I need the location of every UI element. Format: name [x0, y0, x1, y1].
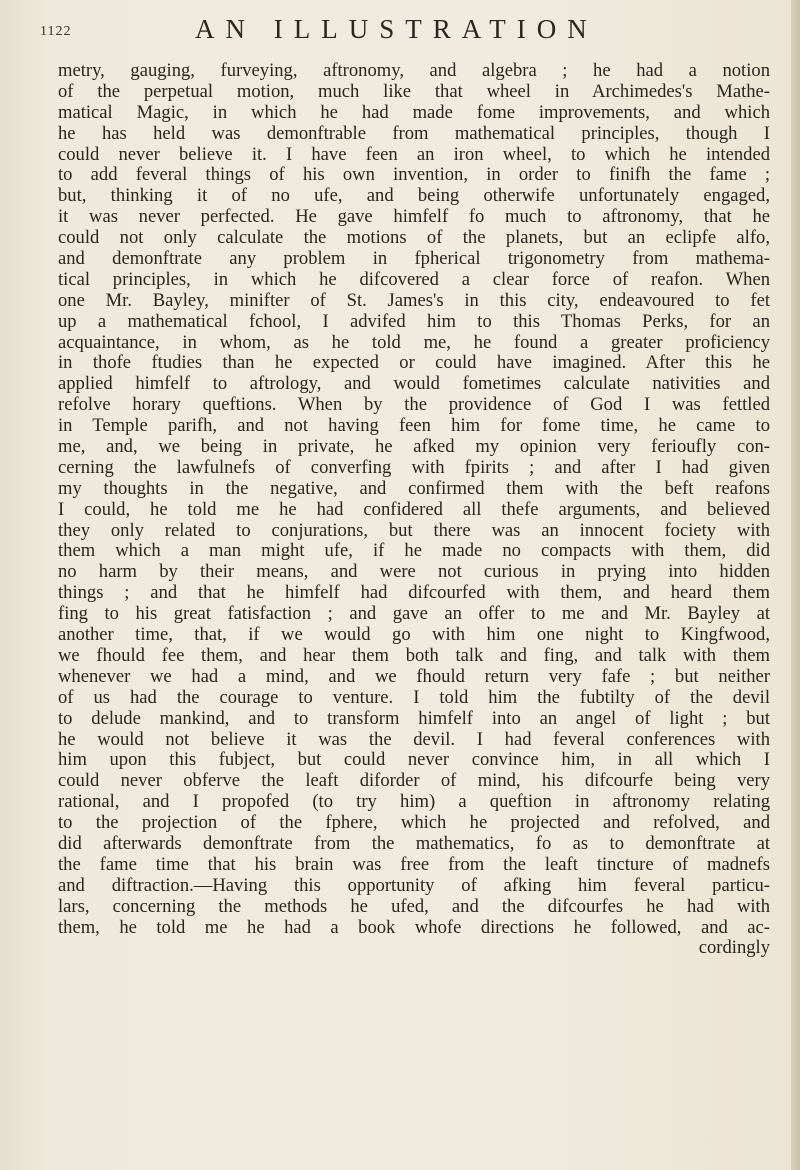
text-line: it was never perfected. He gave himfelf fo much to aftronomy, that he: [58, 206, 770, 228]
page-edge: [791, 0, 800, 1170]
text-line: metry, gauging, furveying, aftronomy, and algebra ; he had a notion: [58, 60, 770, 81]
text-line: and diftraction.—Having this opportunity of afking him feveral particu-: [58, 874, 770, 896]
text-line: we fhould fee them, and hear them both talk and fing, and talk with them: [58, 644, 770, 666]
running-title: AN ILLUSTRATION: [195, 14, 598, 44]
text-line: but, thinking it of no ufe, and being otherwife unfortunately engaged,: [58, 185, 770, 207]
text-line: me, and, we being in private, he afked my opinion very ferioufly con-: [58, 436, 770, 458]
text-line: applied himfelf to aftrology, and would fometimes calculate nativities and: [58, 373, 770, 395]
text-line: lars, concerning the methods he ufed, and the difcourfes he had with: [58, 895, 770, 917]
text-line: one Mr. Bayley, minifter of St. James's in this city, endeavoured to fet: [58, 289, 770, 311]
text-line: rational, and I propofed (to try him) a queftion in aftronomy relating: [58, 791, 770, 813]
page-number: 1122: [40, 24, 72, 39]
text-line: things ; and that he himfelf had difcourfed with them, and heard them: [58, 582, 770, 604]
text-line: to the projection of the fphere, which he projected and refolved, and: [58, 812, 770, 834]
text-line: refolve horary queftions. When by the providence of God I was fettled: [58, 394, 770, 416]
text-line: cerning the lawfulnefs of converfing with fpirits ; and after I had given: [58, 456, 770, 478]
text-line: another time, that, if we would go with him one night to Kingfwood,: [58, 624, 770, 646]
text-line: of the perpetual motion, much like that wheel in Archimedes's Mathe-: [58, 80, 770, 102]
text-line: could never obferve the leaft diforder of mind, his difcourfe being very: [58, 770, 770, 792]
text-line: could not only calculate the motions of the planets, but an eclipfe alfo,: [58, 227, 770, 249]
text-line: up a mathematical fchool, I advifed him to this Thomas Perks, for an: [58, 310, 770, 332]
running-head: [40, 10, 780, 50]
text-line: no harm by their means, and were not curious in prying into hidden: [58, 561, 770, 583]
body-text: [58, 61, 770, 959]
text-line: them which a man might ufe, if he made no compacts with them, did: [58, 540, 770, 562]
text-line: did afterwards demonftrate from the mathematics, fo as to demonftrate at: [58, 832, 770, 854]
text-line: to add feveral things of his own invention, in order to finifh the fame ;: [58, 164, 770, 186]
text-line: and demonftrate any problem in fpherical trigonometry from mathema-: [58, 248, 770, 270]
text-line: matical Magic, in which he had made fome improvements, and which: [58, 101, 770, 123]
text-line: I could, he told me he had confidered all thefe arguments, and believed: [58, 498, 770, 520]
text-line: the fame time that his brain was free from the leaft tincture of madnefs: [58, 853, 770, 875]
text-line: fing to his great fatisfaction ; and gave an offer to me and Mr. Bayley at: [58, 603, 770, 625]
text-line: he has held was demonftrable from mathematical principles, though I: [58, 122, 770, 144]
text-line: in thofe ftudies than he expected or could have imagined. After this he: [58, 352, 770, 374]
catchword: cordingly: [698, 937, 770, 959]
text-line: of us had the courage to venture. I told him the fubtilty of the devil: [58, 686, 770, 708]
text-line: tical principles, in which he difcovered a clear force of reafon. When: [58, 268, 770, 290]
text-line: acquaintance, in whom, as he told me, he found a greater proficiency: [58, 331, 770, 353]
text-line: in Temple parifh, and not having feen him for fome time, he came to: [58, 415, 770, 437]
text-line: they only related to conjurations, but there was an innocent fociety with: [58, 519, 770, 541]
text-line: to delude mankind, and to transform himfelf into an angel of light ; but: [58, 707, 770, 729]
text-line: whenever we had a mind, and we fhould return very fafe ; but neither: [58, 665, 770, 687]
text-line: them, he told me he had a book whofe directions he followed, and ac-: [58, 916, 770, 938]
text-line: could never believe it. I have feen an iron wheel, to which he intended: [58, 143, 770, 165]
text-line: him upon this fubject, but could never convince him, in all which I: [58, 749, 770, 771]
text-line: he would not believe it was the devil. I had feveral conferences with: [58, 728, 770, 750]
text-line: my thoughts in the negative, and confirmed them with the beft reafons: [58, 477, 770, 499]
